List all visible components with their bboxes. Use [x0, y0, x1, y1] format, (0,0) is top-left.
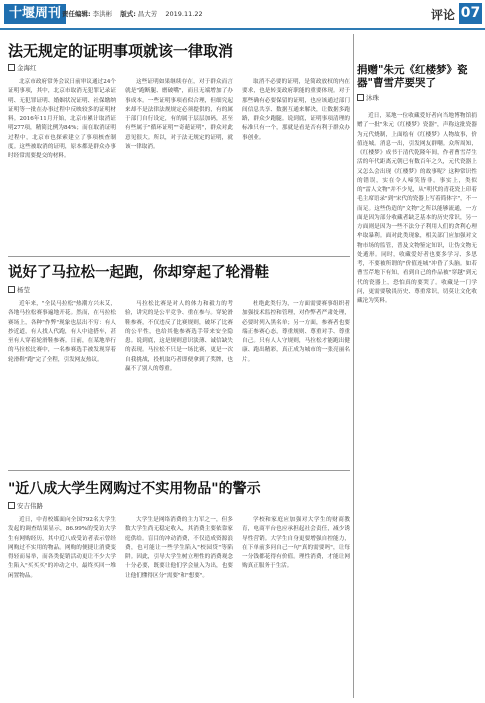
- article-author: 沐珠: [366, 94, 379, 102]
- article-column: 北京市政府常务会议日前审议通过24个证明事项，其中，北京市取消无犯罪记录证明、无犯罪证明、婚姻状况证明、社保缴纳证明等一批在办事过程中反映较多的证明材料。2016年11月开始，北京市累计取消证明277项，精简比例为84%；而在取消证明过程中，北京市也探索建立了事项核查制度。这些被取消的证明，原本都是群众办事时经常需要提交的材料。: [8, 79, 116, 160]
- article-byline: [8, 63, 350, 72]
- article-online-shopping: [8, 480, 350, 698]
- article-column: 学校和家庭应加强对大学生的财商教育，电商平台也应承担起社会责任，减少诱导性营销。大学生自身更要增强自控能力，在下单前多问自己一句"真的需要吗"，让每一分钱都花得有价值。理性消费，才能让网购真正服务于生活。: [242, 517, 350, 570]
- article-column: 近日，中青校媒面向全国792名大学生发起的调查结果显示，86.99%的受访大学生有网购经历，其中近八成受访者表示曾经网购过不实用的物品。网购的便捷让消费变得轻而易举，而各类促销活动更让不少大学生陷入"买买买"的冲动之中，最终买回一堆闲置物品。: [8, 517, 116, 579]
- byline-box-icon: [8, 286, 15, 293]
- section-name: 评论: [430, 8, 455, 22]
- article-byline: [357, 93, 477, 102]
- article-author: 杨莹: [17, 286, 30, 294]
- article-column: 取消不必要的证明，是简政放权的内在要求，也是转变政府职能的重要体现。对于那些确有必要保留的证明，也应该通过部门间信息共享、数据互通来解决，让数据多跑路，群众少跑腿。说到底，证明事项清理的标准只有一个，那就是看是否有利于群众办事创业。: [242, 79, 350, 141]
- article-body: [8, 516, 350, 696]
- issue-date: 2019.11.22: [165, 10, 203, 18]
- article-marathon: [8, 264, 350, 462]
- article-body: [8, 300, 350, 460]
- article-byline: [8, 285, 350, 294]
- editor-label: 责任编辑:: [62, 10, 91, 18]
- article-column: 杜绝此类行为，一方面需要赛事组织者加强技术监控和管理，对作弊者严肃处理，必要时列入黑名单；另一方面，参赛者也要端正参赛心态，尊重规则、尊重对手、尊重自己。只有人人守规则，马拉松才能跑出健康、跑出精彩，真正成为城市的一张亮丽名片。: [242, 301, 350, 363]
- layout-value: 昌大芳: [137, 10, 158, 18]
- byline-box-icon: [8, 64, 15, 71]
- byline-box-icon: [8, 502, 15, 509]
- column-divider: [353, 34, 354, 698]
- article-column: 马拉松比赛是对人的体力和毅力的考验，讲究的是公平竞争、重在参与。穿轮滑鞋参赛，不仅违反了比赛规则，破坏了比赛的公平性，也给其他参赛选手带来安全隐患。说到底，这是规则意识淡薄、诚信缺失的表现。马拉松不只是一场比赛，更是一次自我挑战，投机取巧者即便拿到了奖牌，也赢不了别人的尊重。: [125, 301, 233, 373]
- article-column: 近年来，"全民马拉松"热潮方兴未艾，各地马拉松赛事遍地开花。然而，在马拉松赛场上，各种"作弊"现象也层出不穷：有人抄近道，有人找人代跑，有人中途搭车，甚至有人穿着轮滑鞋参赛。日前，在某地举行的马拉松比赛中，一名参赛选手被发现穿着轮滑鞋"跑"完了全程，引发网友热议。: [8, 301, 116, 363]
- article-title: 法无规定的证明事项就该一律取消: [8, 42, 234, 60]
- article-byline: [8, 501, 350, 510]
- article-divider: [8, 256, 350, 257]
- article-author: 金海红: [17, 64, 37, 72]
- layout-label: 版式:: [120, 10, 136, 18]
- byline-box-icon: [357, 94, 364, 101]
- article-column: 近日，某地一位收藏爱好者向当地博物馆捐赠了一批"朱元《红楼梦》瓷器"，声称这批瓷器为元代烧制，上面绘有《红楼梦》人物故事，价值连城。消息一出，引发网友群嘲。众所周知，《红楼梦》成书于清代乾隆年间，作者曹雪芹生活的年代距离元朝已有数百年之久，元代瓷器上又怎么会出现《红楼梦》的故事呢？这种常识性的错误，实在令人啼笑皆非。事实上，类似的"雷人文物"并不少见，从"明代的青花瓷上印着毛主席语录"到"宋代的瓷器上写着简体字"，不一而足。这些伪造的"文物"之所以能够流通，一方面是因为部分收藏者缺乏基本的历史常识，另一方面则是因为一些不法分子利用人们的贪利心理牟取暴利。面对此类现象，相关部门应加强对文物市场的监管，普及文物鉴定知识，让伪文物无处遁形。同时，收藏爱好者也要多学习、多思考，不要被所谓的"价值连城"冲昏了头脑。如若曹雪芹地下有知，看到自己的作品被"穿越"到元代的瓷器上，恐怕真的要哭了。收藏是一门学问，更需要敬畏历史、尊重常识，切莫让文化收藏沦为笑料。: [357, 113, 477, 304]
- editor-credits: [62, 9, 209, 18]
- article-author: 安吉伟路: [17, 502, 43, 510]
- article-red-chamber: [357, 34, 477, 698]
- article-title: 捐赠"朱元《红楼梦》瓷器"曹雪芹要哭了: [357, 64, 468, 89]
- page-number: 07: [459, 3, 482, 24]
- article-title: 说好了马拉松一起跑，你却穿起了轮滑鞋: [8, 265, 269, 281]
- article-body: [8, 78, 350, 248]
- editor-value: 李洪彬: [92, 10, 113, 18]
- article-divider: [8, 470, 350, 471]
- page-header: [0, 0, 485, 30]
- article-certificates: [8, 42, 350, 250]
- article-title: "近八成大学生网购过不实用物品"的警示: [8, 481, 261, 497]
- masthead-brand: 十堰周刊: [4, 4, 66, 24]
- article-column: 大学生是网络消费的主力军之一，但多数大学生尚无稳定收入，其消费主要依靠家庭供给。盲目的冲动消费，不仅造成资源浪费，也可能让一些学生陷入"校园贷"等陷阱。因此，引导大学生树立理性的消费观念十分必要，既要让他们学会量入为出，也要让他们懂得区分"需要"和"想要"。: [125, 517, 233, 579]
- article-column: 这些证明如果继续存在，对于群众而言就是"跑断腿、磨破嘴"，而且无端增加了办事成本。一些证明事项看似合理，但细究起来却不是法律法规规定必须提供的，有的属于部门自行设定，有的属于层层加码，甚至有些属于"循环证明""奇葩证明"，群众对此意见很大。所以，对于法无规定的证明，就该一律取消。: [125, 79, 233, 151]
